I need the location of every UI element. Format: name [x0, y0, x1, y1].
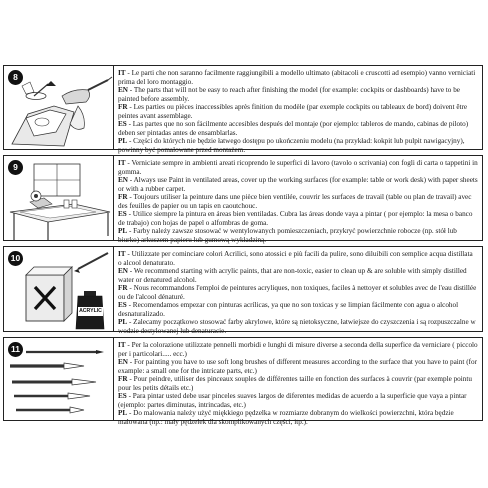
step-9-text: [118, 159, 478, 244]
step-number-badge: 10: [8, 251, 23, 266]
text-fr: [118, 284, 478, 301]
lang-code: EN: [118, 358, 128, 367]
paragraph-text: - Le parti che non saranno facilmente raggiungibili a modello ultimato (abitacoli e cruscotti ad esempio) vanno verniciati prima del loro montaggio.: [118, 69, 476, 86]
text-it: [118, 69, 478, 86]
text-fr: [118, 193, 478, 210]
paragraph-text: - Las partes que no son fácilmente accesibles después del montaje (por ejemplo: tableros de mando, cabinas de piloto) deben ser pintadas antes de ensamblarlas.: [118, 120, 469, 137]
paragraph-text: - Pour peindre, utiliser des pinceaux souples de différentes taille en fonction des surfaces à couvrir (par exemple pointu pour les petits détails etc.): [118, 375, 472, 392]
text-es: [118, 210, 478, 227]
paragraph-text: - Nous recommandons l'emploi de peintures acryliques, non toxiques, faciles à nettoyer et solubles avec de l'eau distillée ou de l'alcool dénaturé.: [118, 284, 477, 301]
paragraph-text: - Farby należy zawsze stosować w wentylowanych pomieszczeniach, przykryć powierzchnie robocze (np. stół lub biurko) arkuszem papieru lub gumową wykładziną.: [118, 227, 457, 244]
text-pl: [118, 137, 478, 154]
step-number-badge: 9: [8, 160, 23, 175]
text-it: [118, 159, 478, 176]
step-8-text: [118, 69, 478, 154]
lang-code: PL: [118, 409, 128, 418]
text-es: [118, 392, 478, 409]
text-pl: [118, 227, 478, 244]
text-en: [118, 176, 478, 193]
lang-code: ES: [118, 392, 127, 401]
text-en: [118, 267, 478, 284]
lang-code: PL: [118, 227, 128, 236]
text-en: [118, 86, 478, 103]
text-fr: [118, 103, 478, 120]
paragraph-text: - Zalecamy początkowo stosować farby akrylowe, które są nietoksyczne, łatwiejsze do czyszczenia i są rozpuszczalne w wodzie destylowanej lub denaturacie.: [118, 318, 476, 335]
lang-code: IT: [118, 69, 126, 77]
text-es: [118, 301, 478, 318]
step-11-illustration: [4, 338, 114, 420]
lang-code: EN: [118, 267, 128, 276]
step-number-badge: 11: [8, 342, 23, 357]
text-pl: [118, 318, 478, 335]
paragraph-text: - Always use Paint in ventilated areas, cover up the working surfaces (for example: table or work desk) with paper sheets or with a rubber carpet.: [118, 176, 478, 193]
text-en: [118, 358, 478, 375]
step-11-text: [118, 341, 478, 426]
lang-code: IT: [118, 341, 126, 349]
paragraph-text: - Do malowania należy użyć miękkiego pędzelka w rozmiarze dobranym do wielkości powierzchni, która będzie malowana (np.: mały pędzelek dla skomplikowanych części, itp.).: [118, 409, 454, 426]
text-it: [118, 341, 478, 358]
paragraph-text: - Para pintar usted debe usar pinceles suaves largos de diferentes medidas de acuerdo a la superficie que vaya a pintar (ejemplo: partes diminutas, intrincadas, etc.): [118, 392, 467, 409]
step-10-panel: [3, 246, 483, 335]
paragraph-text: - Verniciate sempre in ambienti areati ricoprendo le superfici di lavoro (tavolo o scrivania) con fogli di carta o tappetini in gomma.: [118, 159, 478, 176]
text-it: [118, 250, 478, 267]
lang-code: FR: [118, 375, 128, 384]
paragraph-text: - For painting you have to use soft long brushes of different measures according to the surface that you have to paint (for example: a small one for the intricate parts, etc.): [118, 358, 477, 375]
lang-code: IT: [118, 159, 126, 167]
text-fr: [118, 375, 478, 392]
lang-code: EN: [118, 176, 128, 185]
lang-code: ES: [118, 210, 127, 219]
paragraph-text: - Utilice siempre la pintura en áreas bien ventiladas. Cubra las áreas donde vaya a pintar ( por ejemplo: la mesa o banco de trabajo) con hojas de papel o alfombras de goma.: [118, 210, 473, 227]
paragraph-text: - Toujours utiliser la peinture dans une pièce bien ventilée, couvrir les surfaces de travail (table ou plan de travail) avec des feuilles de papier ou un tapis en caoutchouc.: [118, 193, 472, 210]
acrylic-label: ACRYLIC: [79, 308, 102, 314]
lang-code: PL: [118, 318, 128, 327]
step-10-text: [118, 250, 478, 335]
lang-code: PL: [118, 137, 128, 146]
paragraph-text: - We recommend starting with acrylic paints, that are non-toxic, easier to clean up & are soluble with simply distilled water or denatured alcohol.: [118, 267, 467, 284]
paragraph-text: - Utilizzate per cominciare colori Acrilici, sono atossici e più facili da pulire, sono diluibili con semplice acqua distillata o alcool denaturato.: [118, 250, 473, 267]
paragraph-text: - The parts that will not be easy to reach after finishing the model (for example: cockpits or dashboards) have to be painted before assembly.: [118, 86, 460, 103]
text-pl: [118, 409, 478, 426]
paragraph-text: - Recomendamos empezar con pinturas acrílicas, ya que no son toxicas y se limpian fácilmente con agua o alcohol desnaturalizado.: [118, 301, 459, 318]
step-9-illustration: [4, 156, 114, 240]
step-9-panel: [3, 155, 483, 244]
step-8-panel: [3, 65, 483, 154]
paragraph-text: - Per la colorazione utilizzate pennelli morbidi e lunghi di misure diverse a seconda della superfice da verniciare ( piccolo per i particolari..... ecc.): [118, 341, 478, 358]
lang-code: IT: [118, 250, 126, 258]
lang-code: FR: [118, 193, 128, 202]
paragraph-text: - Części do których nie będzie łatwego dostępu po ukończeniu modelu (na przykład: kokpit lub pulpit nawigacyjny), powinny być pomalowane przed montażem.: [118, 137, 465, 154]
step-11-panel: [3, 337, 483, 426]
lang-code: ES: [118, 301, 127, 310]
step-number-badge: 8: [8, 70, 23, 85]
lang-code: ES: [118, 120, 127, 129]
lang-code: EN: [118, 86, 128, 95]
text-es: [118, 120, 478, 137]
lang-code: FR: [118, 284, 128, 293]
lang-code: FR: [118, 103, 128, 112]
step-10-illustration: [4, 247, 114, 331]
paragraph-text: - Les parties ou pièces inaccessibles après finition du modèle (par exemple cockpits ou tableaux de bord) doivent être peintes avant assemblage.: [118, 103, 468, 120]
step-8-illustration: [4, 66, 114, 149]
